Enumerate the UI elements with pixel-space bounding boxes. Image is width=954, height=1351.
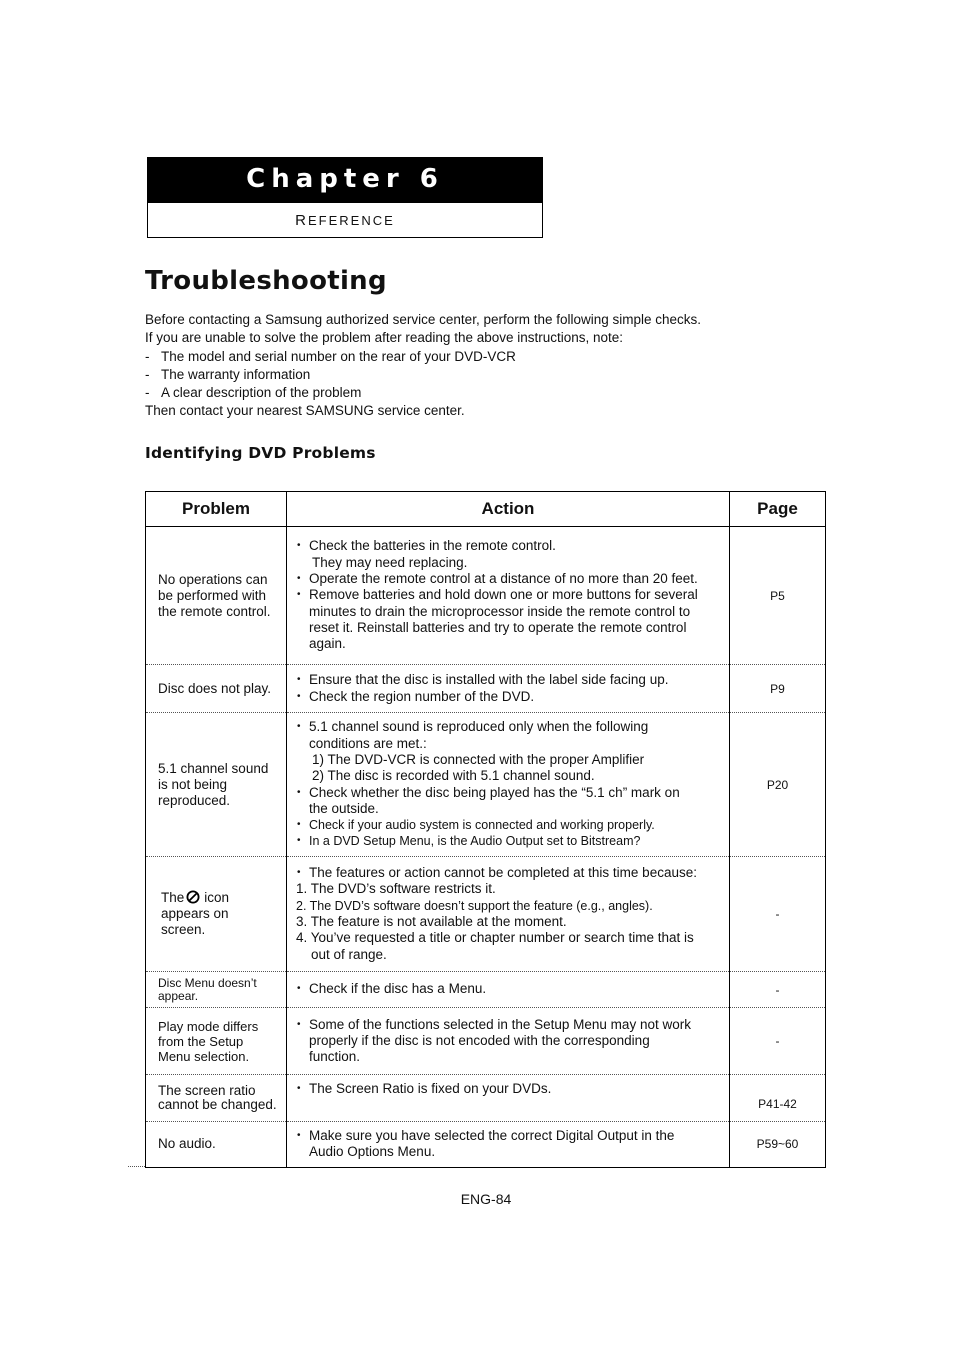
table-row [146, 527, 826, 665]
intro-list-item: - A clear description of the problem [145, 385, 362, 401]
action-cell: • Check if the disc has a Menu. [287, 972, 730, 1008]
column-header-page: Page [730, 492, 826, 527]
problem-cell: Play mode differs from the Setup Menu selection. [146, 1008, 287, 1075]
table-row [146, 713, 826, 857]
problem-cell: The screen ratio cannot be changed. [146, 1075, 287, 1122]
column-header-action: Action [287, 492, 730, 527]
page-cell: - [730, 857, 826, 972]
intro-line: Before contacting a Samsung authorized service center, perform the following simple checks. [145, 312, 702, 327]
table-row [146, 1075, 826, 1122]
chapter-subtitle-initial: R [295, 212, 309, 229]
page-cell: P41-42 [730, 1075, 826, 1122]
page-cell: P9 [730, 665, 826, 713]
action-cell: • Check the batteries in the remote control. They may need replacing. • Operate the remote control at a distance of no more than 20 feet. • Remove batteries and hold down one or more buttons for several minutes to drain the microprocessor inside the remote control to reset it. Reinstall batteries and try to operate the remote control again. [287, 527, 730, 665]
problem-cell: No audio. [146, 1122, 287, 1168]
table-header-row [146, 492, 826, 527]
table-row [146, 1008, 826, 1075]
intro-list-item: - The warranty information [145, 366, 311, 382]
action-cell: • Make sure you have selected the correct Digital Output in the Audio Options Menu. [287, 1122, 730, 1168]
chapter-subtitle-rest: EFERENCE [308, 213, 395, 228]
page-cell: P59~60 [730, 1122, 826, 1168]
intro-line: If you are unable to solve the problem after reading the above instructions, note: [145, 330, 624, 346]
page-cell: - [730, 972, 826, 1008]
intro-list-item: - The model and serial number on the rear of your DVD-VCR [145, 348, 516, 364]
problem-cell: 5.1 channel sound is not being reproduced. [146, 713, 287, 857]
page-number: ENG-84 [460, 1191, 512, 1207]
chapter-banner [147, 157, 543, 238]
problem-cell: Disc does not play. [146, 665, 287, 713]
column-header-problem: Problem [146, 492, 287, 527]
table-row [146, 665, 826, 713]
troubleshooting-table [145, 491, 826, 1168]
table-row [146, 1122, 826, 1168]
action-cell: • Some of the functions selected in the Setup Menu may not work properly if the disc is not encoded with the corresponding function. [287, 1008, 730, 1075]
chapter-subtitle [148, 203, 542, 237]
problem-cell: The icon appears on screen. [146, 857, 287, 972]
page-cell: P5 [730, 527, 826, 665]
page-cell: P20 [730, 713, 826, 857]
section-heading: Identifying DVD Problems [145, 444, 376, 462]
page-cell: - [730, 1008, 826, 1075]
action-cell: • The features or action cannot be completed at this time because: 1. The DVD’s software restricts it. 2. The DVD’s software doesn’t support the feature (e.g., angles). 3. The feature is not available at the moment. 4. You’ve requested a title or chapter number or search time that is out of range. [287, 857, 730, 972]
problem-cell: Disc Menu doesn’t appear. [146, 972, 287, 1008]
divider [128, 1166, 145, 1167]
chapter-title: Chapter 6 [148, 158, 542, 203]
problem-cell: No operations can be performed with the remote control. [146, 527, 287, 665]
table-row [146, 857, 826, 972]
page-title: Troubleshooting [145, 266, 387, 296]
table-row [146, 972, 826, 1008]
action-cell: • Ensure that the disc is installed with the label side facing up. • Check the region number of the DVD. [287, 665, 730, 713]
intro-text [145, 311, 701, 421]
prohibited-icon [186, 890, 200, 904]
action-cell: • The Screen Ratio is fixed on your DVDs. [287, 1075, 730, 1122]
intro-line: Then contact your nearest SAMSUNG service center. [145, 403, 465, 419]
action-cell: • 5.1 channel sound is reproduced only when the following conditions are met.: 1) The DVD-VCR is connected with the proper Amplifier 2) The disc is recorded with 5.1 channel sound. • Check whether the disc being played has the “5.1 ch” mark on the outside. • Check if your audio system is connected and working properly. • In a DVD Setup Menu, is the Audio Output set to Bitstream? [287, 713, 730, 857]
